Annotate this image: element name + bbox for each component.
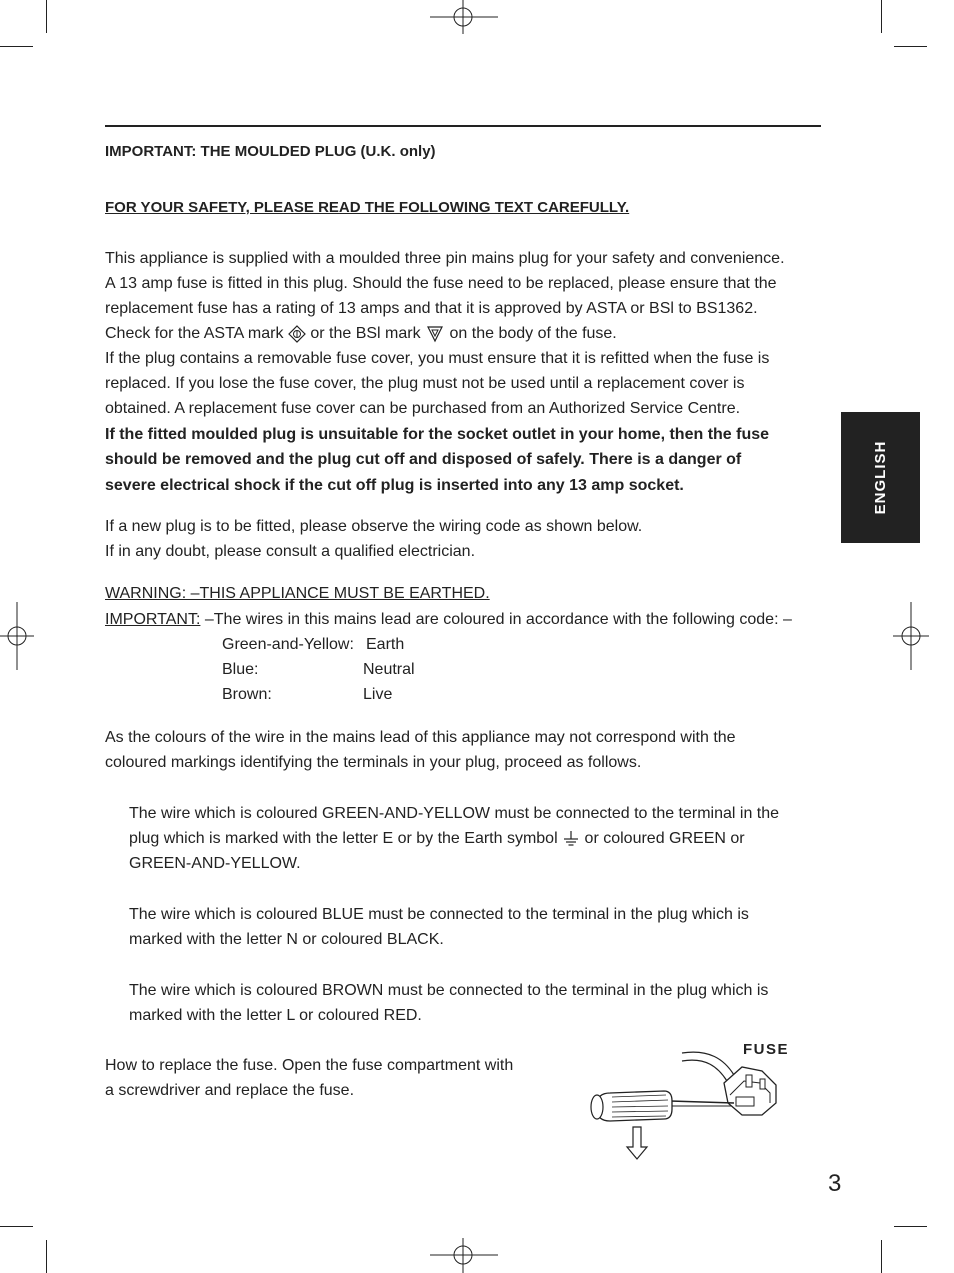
important-wires <box>105 607 792 632</box>
page-title: IMPORTANT: THE MOULDED PLUG (U.K. only) <box>105 143 436 160</box>
safety-heading: FOR YOUR SAFETY, PLEASE READ THE FOLLOWING TEXT CAREFULLY. <box>105 199 630 216</box>
green-line-2 <box>129 826 745 851</box>
code-colour-live: Brown: <box>222 686 272 703</box>
code-colour-neutral: Blue: <box>222 661 259 678</box>
bsi-text: or the BSl mark <box>310 325 421 342</box>
replace-line-1: How to replace the fuse. Open the fuse compartment with <box>105 1057 514 1074</box>
registration-mark-top <box>430 0 498 36</box>
page-number: 3 <box>828 1170 842 1197</box>
crop-mark <box>894 1226 927 1227</box>
green-line-2a: plug which is marked with the letter E or by the Earth symbol <box>129 830 558 847</box>
newplug-line-2: If in any doubt, please consult a qualified electrician. <box>105 543 476 560</box>
green-line-3: GREEN-AND-YELLOW. <box>129 855 301 872</box>
replace-line-2: a screwdriver and replace the fuse. <box>105 1082 355 1099</box>
intro-line-1: This appliance is supplied with a moulded three pin mains plug for your safety and convenience. <box>105 250 785 267</box>
code-name-neutral: Neutral <box>363 661 415 678</box>
brown-line-2: marked with the letter L or coloured RED. <box>129 1007 422 1024</box>
intro-line-2: A 13 amp fuse is fitted in this plug. Should the fuse need to be replaced, please ensure that the <box>105 275 777 292</box>
green-line-1: The wire which is coloured GREEN-AND-YELLOW must be connected to the terminal in the <box>129 805 780 822</box>
intro-line-5: If the plug contains a removable fuse cover, you must ensure that it is refitted when the fuse is <box>105 350 770 367</box>
registration-mark-bottom <box>430 1238 498 1273</box>
crop-mark <box>894 46 927 47</box>
important-label: IMPORTANT: <box>105 611 201 628</box>
brown-line-1: The wire which is coloured BROWN must be connected to the terminal in the plug which is <box>129 982 769 999</box>
asta-text: Check for the ASTA mark <box>105 325 284 342</box>
registration-mark-right <box>893 602 929 670</box>
important-text: –The wires in this mains lead are coloured in accordance with the following code: – <box>200 611 792 628</box>
intro-line-6: replaced. If you lose the fuse cover, the plug must not be used until a replacement cover is <box>105 375 745 392</box>
crop-mark <box>46 1240 47 1273</box>
language-tab <box>841 412 920 543</box>
bsi-kitemark-icon <box>425 325 445 343</box>
earth-symbol-icon <box>562 830 580 848</box>
top-rule <box>105 125 821 127</box>
registration-mark-left <box>0 602 36 670</box>
crop-mark <box>881 1240 882 1273</box>
code-name-earth: Earth <box>366 636 405 653</box>
asta-mark-icon <box>288 325 306 343</box>
language-tab-label: ENGLISH <box>872 440 889 515</box>
colours-line-2: coloured markings identifying the terminals in your plug, proceed as follows. <box>105 754 642 771</box>
intro-line-3: replacement fuse has a rating of 13 amps and that it is approved by ASTA or BSl to BS1362. <box>105 300 758 317</box>
blue-line-2: marked with the letter N or coloured BLACK. <box>129 931 444 948</box>
colours-line-1: As the colours of the wire in the mains lead of this appliance may not correspond with the <box>105 729 736 746</box>
warning-earthed: WARNING: –THIS APPLIANCE MUST BE EARTHED. <box>105 585 490 602</box>
crop-mark <box>0 46 33 47</box>
screwdriver-plug-illustration <box>584 1045 784 1163</box>
newplug-line-1: If a new plug is to be fitted, please observe the wiring code as shown below. <box>105 518 643 535</box>
crop-mark <box>46 0 47 33</box>
code-name-live: Live <box>363 686 393 703</box>
fuse-body-text: on the body of the fuse. <box>449 325 617 342</box>
fuse-label: FUSE <box>743 1041 790 1058</box>
crop-mark <box>881 0 882 33</box>
code-colour-earth: Green-and-Yellow: <box>222 636 354 653</box>
intro-line-4 <box>105 321 617 346</box>
danger-line-2: should be removed and the plug cut off and disposed of safely. There is a danger of <box>105 451 742 468</box>
green-line-2b: or coloured GREEN or <box>584 830 745 847</box>
intro-line-7: obtained. A replacement fuse cover can be purchased from an Authorized Service Centre. <box>105 400 741 417</box>
blue-line-1: The wire which is coloured BLUE must be connected to the terminal in the plug which is <box>129 906 749 923</box>
crop-mark <box>0 1226 33 1227</box>
danger-line-3: severe electrical shock if the cut off plug is inserted into any 13 amp socket. <box>105 477 684 494</box>
danger-line-1: If the fitted moulded plug is unsuitable for the socket outlet in your home, then the fuse <box>105 426 770 443</box>
